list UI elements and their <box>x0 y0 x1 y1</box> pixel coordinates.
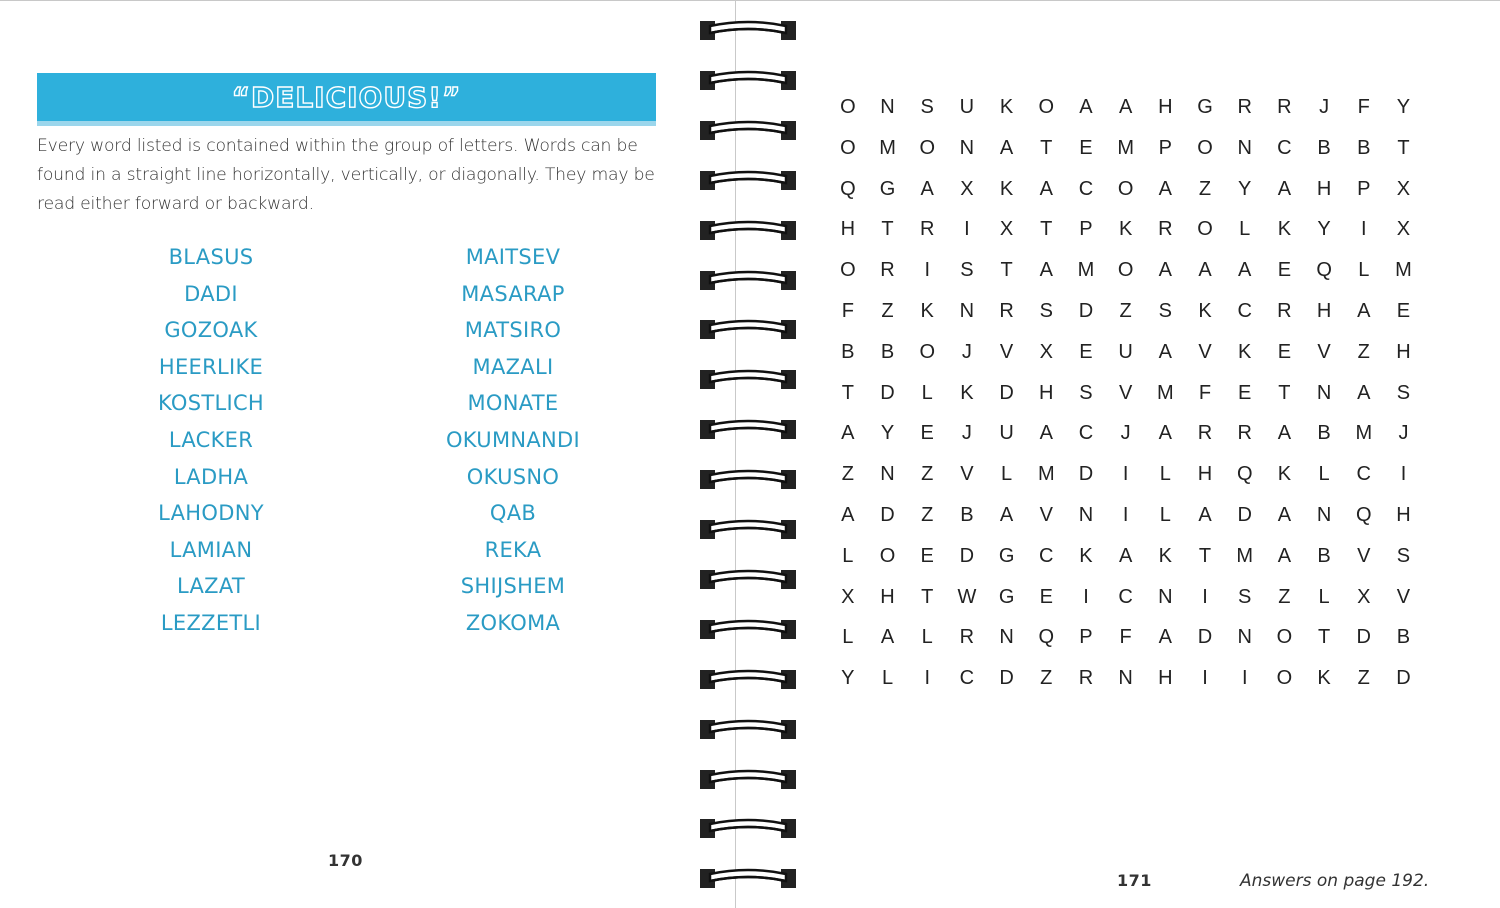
grid-letter: T <box>921 585 934 608</box>
grid-letter: Q <box>1236 463 1253 486</box>
word-list-item: DADI <box>184 281 238 306</box>
grid-letter: U <box>1118 340 1133 363</box>
grid-letter: B <box>1396 626 1411 649</box>
grid-letter: D <box>999 667 1014 690</box>
grid-letter: K <box>1317 667 1331 690</box>
grid-letter: L <box>842 626 854 649</box>
grid-letter: A <box>841 503 855 526</box>
word-list-item: LAZAT <box>177 574 245 599</box>
grid-letter: K <box>1079 544 1093 567</box>
spiral-coil-icon <box>698 718 798 740</box>
grid-letter: T <box>1000 259 1013 282</box>
grid-letter: A <box>1198 259 1212 282</box>
grid-letter: B <box>880 340 895 363</box>
grid-letter: R <box>919 218 935 241</box>
grid-letter: F <box>1119 626 1132 649</box>
word-list-item: SHIJSHEM <box>460 574 566 599</box>
grid-letter: A <box>1158 626 1173 649</box>
spiral-coil-icon <box>698 269 798 291</box>
grid-letter: E <box>1079 340 1093 363</box>
grid-letter: D <box>959 544 975 567</box>
title-banner <box>37 73 656 126</box>
grid-letter: H <box>1158 96 1173 118</box>
grid-letter: L <box>1318 463 1330 486</box>
grid-letter: N <box>1237 626 1252 649</box>
grid-letter: Y <box>1317 218 1331 241</box>
grid-letter: Z <box>921 503 934 526</box>
grid-letter: H <box>1039 381 1054 404</box>
spiral-coil-icon <box>698 318 798 340</box>
grid-letter: L <box>921 626 933 649</box>
grid-letter: A <box>1039 422 1053 445</box>
grid-letter: I <box>1202 667 1208 690</box>
word-list-item: LACKER <box>168 427 254 452</box>
spiral-coil-icon <box>698 668 798 690</box>
grid-letter: R <box>1237 422 1252 445</box>
grid-letter: L <box>881 667 894 690</box>
grid-letter: L <box>1001 463 1013 486</box>
grid-letter: T <box>1317 626 1331 649</box>
grid-letter: R <box>1277 96 1292 118</box>
page-number-right: 171 <box>1117 871 1152 890</box>
grid-letter: A <box>1039 259 1053 282</box>
grid-letter: X <box>1396 218 1411 241</box>
grid-letter: A <box>1277 544 1292 567</box>
grid-letter: C <box>1356 463 1371 486</box>
grid-letter: F <box>841 299 854 322</box>
grid-letter: H <box>1197 463 1213 486</box>
grid-letter: Q <box>840 177 856 200</box>
grid-letter: X <box>841 585 855 608</box>
grid-letter: I <box>1083 585 1089 608</box>
grid-letter: S <box>960 259 974 282</box>
grid-letter: W <box>957 585 977 608</box>
spiral-coil-icon <box>698 817 798 839</box>
grid-letter: A <box>1079 96 1093 118</box>
grid-letter: Z <box>841 463 854 486</box>
word-list-item: KOSTLICH <box>157 391 265 416</box>
grid-letter: Y <box>841 667 855 690</box>
spiral-coil-icon <box>698 618 798 640</box>
grid-letter: M <box>1117 136 1134 159</box>
left-page <box>0 1 735 908</box>
grid-letter: X <box>999 218 1014 241</box>
grid-letter: D <box>1078 463 1094 486</box>
grid-letter: A <box>1277 177 1292 200</box>
grid-letter: A <box>1277 422 1292 445</box>
grid-letter: A <box>1158 259 1173 282</box>
grid-letter: P <box>1158 136 1173 159</box>
grid-letter: D <box>880 381 895 404</box>
grid-letter: H <box>840 218 856 241</box>
grid-letter: O <box>1197 218 1213 241</box>
grid-letter: I <box>924 259 930 282</box>
grid-letter: O <box>919 340 935 363</box>
grid-letter: A <box>920 177 934 200</box>
grid-letter: T <box>1198 544 1212 567</box>
grid-letter: P <box>1079 626 1093 649</box>
word-list-column-1 <box>81 241 341 644</box>
grid-letter: C <box>1039 544 1054 567</box>
grid-letter: O <box>1276 626 1293 649</box>
grid-letter: T <box>1397 136 1410 159</box>
grid-letter: R <box>999 299 1014 322</box>
grid-letter: S <box>1158 299 1173 322</box>
grid-letter: P <box>1079 218 1093 241</box>
grid-letter: A <box>1118 96 1133 118</box>
grid-letter: D <box>1396 667 1411 690</box>
grid-letter: Q <box>1038 626 1055 649</box>
grid-letter: S <box>1396 381 1411 404</box>
grid-letter: E <box>920 544 934 567</box>
puzzle-title: “DELICIOUS!” <box>231 80 462 114</box>
grid-letter: A <box>880 626 895 649</box>
grid-letter: V <box>1396 585 1411 608</box>
grid-letter: T <box>1040 218 1053 241</box>
grid-letter: X <box>1039 340 1053 363</box>
grid-letter: M <box>1157 381 1174 404</box>
grid-letter: Z <box>1357 667 1370 690</box>
grid-letter: R <box>880 259 895 282</box>
grid-letter: I <box>1122 503 1129 526</box>
grid-letter: O <box>840 259 856 282</box>
grid-letter: R <box>1158 218 1173 241</box>
grid-letter: G <box>998 544 1015 567</box>
word-list-item: BLASUS <box>168 245 254 269</box>
grid-letter: D <box>999 381 1014 404</box>
grid-letter: K <box>999 177 1014 200</box>
grid-letter: Z <box>921 463 934 486</box>
word-list-item: QAB <box>489 501 537 526</box>
grid-letter: M <box>1395 259 1412 282</box>
grid-letter: J <box>961 422 972 445</box>
grid-letter: G <box>998 585 1015 608</box>
spiral-coil-icon <box>698 368 798 390</box>
grid-letter: A <box>1277 503 1292 526</box>
word-list-item: LAMIAN <box>169 537 253 562</box>
word-list-column-2 <box>383 241 643 644</box>
grid-letter: A <box>1198 503 1212 526</box>
grid-letter: E <box>1238 381 1252 404</box>
grid-letter: U <box>959 96 975 118</box>
grid-letter: N <box>1078 503 1094 526</box>
grid-letter: D <box>1356 626 1371 649</box>
grid-letter: D <box>1237 503 1252 526</box>
grid-letter: L <box>1159 463 1171 486</box>
grid-letter: M <box>1355 422 1373 445</box>
grid-letter: O <box>1276 667 1293 690</box>
word-list-item: REKA <box>484 537 542 562</box>
spiral-coil-icon <box>698 418 798 440</box>
grid-letter: X <box>1396 177 1411 200</box>
grid-letter: F <box>1198 381 1212 404</box>
grid-letter: I <box>924 667 930 690</box>
grid-letter: S <box>1396 544 1411 567</box>
grid-letter: Y <box>1238 177 1252 200</box>
grid-letter: A <box>999 136 1014 159</box>
spiral-coil-icon <box>698 568 798 590</box>
grid-letter: D <box>880 503 895 526</box>
grid-letter: L <box>1358 259 1370 282</box>
grid-letter: H <box>1158 667 1173 690</box>
grid-letter: C <box>1078 422 1094 445</box>
grid-letter: A <box>1158 340 1173 363</box>
grid-letter: K <box>1198 299 1212 322</box>
word-list-item: ZOKOMA <box>465 610 561 635</box>
grid-letter: O <box>919 136 935 159</box>
grid-letter: I <box>1400 463 1407 486</box>
grid-letter: B <box>1317 544 1331 567</box>
grid-letter: H <box>1396 503 1411 526</box>
grid-letter: A <box>1158 422 1173 445</box>
grid-letter: G <box>879 177 896 200</box>
grid-letter: R <box>959 626 975 649</box>
grid-letter: L <box>1239 218 1251 241</box>
grid-letter: T <box>881 218 894 241</box>
grid-letter: C <box>1118 585 1133 608</box>
word-list-item: GOZOAK <box>164 318 258 343</box>
grid-letter: Z <box>1278 585 1291 608</box>
grid-letter: K <box>1158 544 1173 567</box>
grid-letter: K <box>920 299 934 322</box>
grid-letter: H <box>1396 340 1411 363</box>
grid-letter: Z <box>881 299 894 322</box>
grid-letter: V <box>1198 340 1212 363</box>
word-list-item: LADHA <box>173 464 249 489</box>
grid-letter: E <box>1039 585 1053 608</box>
grid-letter: Z <box>1040 667 1053 690</box>
grid-letter: T <box>841 381 854 404</box>
grid-letter: A <box>1238 259 1252 282</box>
word-list-item: OKUMNANDI <box>445 427 581 452</box>
grid-letter: T <box>1278 381 1291 404</box>
spiral-coil-icon <box>698 219 798 241</box>
grid-letter: I <box>1361 218 1367 241</box>
grid-letter: M <box>1236 544 1254 567</box>
spiral-coil-icon <box>698 867 798 889</box>
grid-letter: N <box>1316 381 1332 404</box>
grid-letter: H <box>880 585 895 608</box>
grid-letter: N <box>959 136 975 159</box>
letter-grid <box>828 87 1423 699</box>
grid-letter: R <box>1078 667 1094 690</box>
word-list-item: MATSIRO <box>464 318 562 343</box>
grid-letter: A <box>841 422 855 445</box>
spiral-coil-icon <box>698 169 798 191</box>
spiral-coil-icon <box>698 119 798 141</box>
grid-letter: K <box>1277 463 1292 486</box>
grid-letter: J <box>1120 422 1131 445</box>
page-number-left: 170 <box>328 851 363 870</box>
grid-letter: N <box>880 463 895 486</box>
grid-letter: O <box>1038 96 1055 118</box>
grid-letter: B <box>841 340 855 363</box>
spiral-coil-icon <box>698 69 798 91</box>
grid-letter: E <box>1277 259 1292 282</box>
grid-letter: K <box>1277 218 1292 241</box>
grid-letter: N <box>1118 667 1133 690</box>
word-list-item: MAITSEV <box>465 245 561 269</box>
grid-letter: U <box>999 422 1014 445</box>
grid-letter: Y <box>880 422 895 445</box>
grid-letter: K <box>999 96 1014 118</box>
grid-letter: N <box>1237 136 1252 159</box>
grid-letter: A <box>1158 177 1173 200</box>
grid-letter: R <box>1197 422 1213 445</box>
grid-letter: Y <box>1396 96 1411 118</box>
grid-letter: E <box>1277 340 1292 363</box>
grid-letter: I <box>1202 585 1208 608</box>
grid-letter: X <box>1357 585 1371 608</box>
instructions: Every word listed is contained within the group of letters. Words can be found in a straight line horizontally, vertically, or diagonally. They may be read either forward or backward. <box>37 136 655 214</box>
grid-letter: O <box>1117 259 1134 282</box>
word-list-item: MASARAP <box>461 281 565 306</box>
grid-letter: B <box>1317 136 1331 159</box>
grid-letter: V <box>1118 381 1133 404</box>
grid-letter: N <box>999 626 1014 649</box>
grid-letter: A <box>1039 177 1053 200</box>
grid-letter: I <box>964 218 970 241</box>
grid-letter: I <box>1241 667 1248 690</box>
answers-note: Answers on page 192. <box>1240 871 1430 891</box>
grid-letter: I <box>1122 463 1129 486</box>
grid-letter: C <box>959 667 975 690</box>
spiral-coil-icon <box>698 518 798 540</box>
grid-letter: S <box>1039 299 1053 322</box>
grid-letter: A <box>1357 381 1371 404</box>
grid-letter: O <box>1197 136 1213 159</box>
grid-letter: J <box>1398 422 1409 445</box>
grid-letter: M <box>879 136 896 159</box>
word-list-item: MONATE <box>467 391 559 416</box>
grid-letter: S <box>920 96 934 118</box>
grid-letter: L <box>921 381 933 404</box>
grid-letter: D <box>1197 626 1213 649</box>
grid-letter: N <box>1316 503 1332 526</box>
grid-letter: Z <box>1357 340 1370 363</box>
grid-letter: O <box>840 96 856 118</box>
grid-letter: O <box>1117 177 1134 200</box>
grid-letter: M <box>1077 259 1095 282</box>
grid-letter: V <box>999 340 1014 363</box>
grid-letter: P <box>1357 177 1371 200</box>
grid-letter: Q <box>1316 259 1332 282</box>
grid-letter: C <box>1078 177 1094 200</box>
grid-letter: O <box>879 544 896 567</box>
grid-letter: E <box>1079 136 1093 159</box>
word-list-item: HEERLIKE <box>158 354 264 379</box>
grid-letter: K <box>1118 218 1133 241</box>
spiral-coil-icon <box>698 19 798 41</box>
grid-letter: A <box>1357 299 1371 322</box>
grid-letter: N <box>959 299 975 322</box>
grid-letter: R <box>1237 96 1252 118</box>
grid-letter: C <box>1237 299 1252 322</box>
word-list-item: LEZZETLI <box>160 610 262 635</box>
grid-letter: L <box>842 544 854 567</box>
grid-letter: A <box>999 503 1014 526</box>
spiral-coil-icon <box>698 768 798 790</box>
word-list-item: MAZALI <box>472 354 554 379</box>
grid-letter: E <box>1396 299 1411 322</box>
grid-letter: T <box>1040 136 1053 159</box>
word-list-item: OKUSNO <box>466 464 560 489</box>
grid-letter: B <box>1317 422 1331 445</box>
grid-letter: C <box>1277 136 1292 159</box>
grid-letter: V <box>1317 340 1331 363</box>
spiral-coil-icon <box>698 468 798 490</box>
grid-letter: B <box>960 503 974 526</box>
grid-letter: N <box>880 96 895 118</box>
grid-letter: B <box>1357 136 1371 159</box>
grid-letter: N <box>1158 585 1173 608</box>
grid-letter: V <box>1039 503 1053 526</box>
grid-letter: X <box>960 177 974 200</box>
grid-letter: S <box>1079 381 1093 404</box>
grid-letter: V <box>960 463 974 486</box>
grid-letter: L <box>1318 585 1330 608</box>
grid-letter: Q <box>1356 503 1372 526</box>
grid-letter: V <box>1357 544 1371 567</box>
grid-letter: S <box>1238 585 1252 608</box>
grid-letter: R <box>1277 299 1292 322</box>
grid-letter: J <box>1319 96 1330 118</box>
word-list-item: LAHODNY <box>158 501 264 526</box>
grid-letter: F <box>1357 96 1370 118</box>
grid-letter: J <box>961 340 972 363</box>
grid-letter: E <box>920 422 934 445</box>
grid-letter: A <box>1118 544 1133 567</box>
grid-letter: K <box>960 381 974 404</box>
grid-letter: G <box>1197 96 1213 118</box>
grid-letter: O <box>840 136 856 159</box>
grid-letter: M <box>1037 463 1055 486</box>
grid-letter: Z <box>1119 299 1132 322</box>
grid-letter: K <box>1238 340 1252 363</box>
grid-letter: Z <box>1198 177 1212 200</box>
grid-letter: H <box>1316 177 1332 200</box>
spiral-binding <box>698 0 798 908</box>
grid-letter: H <box>1316 299 1332 322</box>
grid-letter: L <box>1159 503 1171 526</box>
grid-letter: D <box>1078 299 1094 322</box>
